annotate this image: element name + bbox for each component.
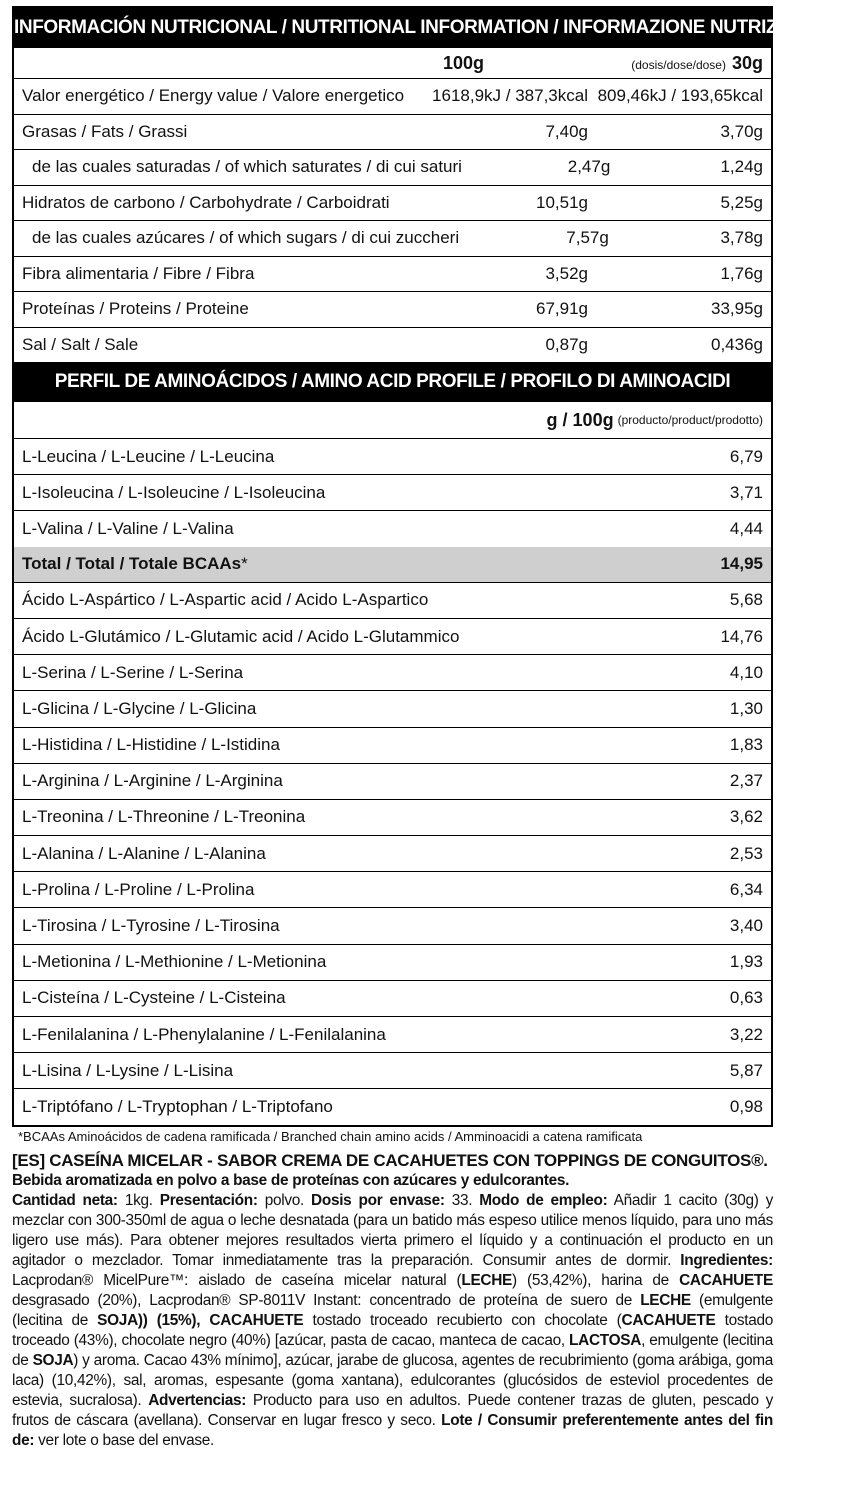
presentation: polvo.	[257, 1191, 312, 1209]
nutrient-label: Valor energético / Energy value / Valore energetico	[22, 86, 405, 106]
amino-column-header	[14, 402, 771, 439]
warnings: Producto para uso en adultos. Puede contener trazas de gluten, pescado y frutos de cáscara (avellana). Conservar en lugar fresco y seco.	[12, 1391, 773, 1429]
bcaa-total-value: 14,95	[720, 554, 763, 574]
bcaa-row	[14, 511, 771, 546]
amino-label: L-Triptófano / L-Tryptophan / L-Triptofano	[22, 1096, 333, 1116]
amino-label: L-Alanina / L-Alanine / L-Alanina	[22, 843, 266, 863]
allergen: CACAHUETE	[679, 1271, 773, 1289]
amino-label: L-Treonina / L-Threonine / L-Treonina	[22, 807, 306, 827]
nutrition-row	[14, 257, 771, 293]
allergen: CACAHUETE	[621, 1311, 716, 1329]
ingredients-text: )) (15%),	[137, 1311, 210, 1329]
column-dose	[484, 53, 771, 74]
amino-label: L-Arginina / L-Arginine / L-Arginina	[22, 771, 283, 791]
nutrition-rows	[14, 79, 771, 362]
amino-value: 3,62	[729, 807, 763, 827]
ingredients-text: (emulgente (lecitina de	[12, 1291, 774, 1329]
warnings-label: Advertencias:	[148, 1391, 247, 1409]
nutrient-value-dose: 3,78g	[720, 228, 763, 248]
nutrient-label: Fibra alimentaria / Fibre / Fibra	[22, 263, 255, 283]
nutrient-label: Sal / Salt / Sale	[22, 334, 139, 354]
bcaa-total-star: *	[241, 554, 248, 574]
amino-value: 1,93	[729, 952, 763, 972]
amino-value: 4,10	[729, 662, 763, 682]
lot: ver lote o base del envase.	[34, 1431, 215, 1449]
product-title: [ES] CASEÍNA MICELAR - SABOR CREMA DE CACAHUETES CON TOPPINGS DE CONGUITOS®.	[12, 1150, 768, 1170]
allergen: LACTOSA	[569, 1331, 642, 1349]
nutrition-row	[14, 150, 771, 186]
amino-row	[14, 872, 771, 908]
bcaa-rows	[14, 439, 771, 547]
amino-unit: g / 100g	[546, 409, 614, 430]
ingredients-text: ) (53,42%), harina de	[512, 1271, 680, 1289]
amino-label: L-Leucina / L-Leucine / L-Leucina	[22, 446, 275, 466]
amino-row	[14, 945, 771, 981]
amino-label: L-Lisina / L-Lysine / L-Lisina	[22, 1060, 234, 1080]
amino-row	[14, 1053, 771, 1089]
amino-value: 3,22	[729, 1024, 763, 1044]
ingredients-text: , emulgente (lecitina de	[12, 1331, 773, 1369]
amino-value: 2,37	[729, 771, 763, 791]
amino-label: L-Histidina / L-Histidine / L-Istidina	[22, 735, 280, 755]
allergen: SOJA	[32, 1351, 74, 1369]
amino-value: 3,71	[729, 482, 763, 502]
net-qty-label: Cantidad neta:	[12, 1191, 118, 1209]
nutrient-label: Proteínas / Proteins / Proteine	[22, 299, 249, 319]
bcaa-row	[14, 475, 771, 511]
amino-row	[14, 800, 771, 836]
nutrient-value-dose: 0,436g	[711, 334, 763, 354]
amino-row	[14, 583, 771, 619]
nutrient-value-dose: 1,76g	[720, 263, 763, 283]
nutrition-column-header	[14, 48, 771, 79]
nutrient-value-dose: 33,95g	[711, 299, 763, 319]
product-description	[12, 1151, 773, 1451]
column-dose-value: 30g	[731, 52, 763, 73]
nutrient-value-dose: 5,25g	[720, 192, 763, 212]
doses: 33.	[444, 1191, 480, 1209]
amino-row	[14, 728, 771, 764]
amino-row	[14, 1089, 771, 1124]
amino-label: L-Metionina / L-Methionine / L-Metionina	[22, 952, 327, 972]
amino-value: 3,40	[729, 916, 763, 936]
ingredients-text: desgrasado (20%), Lacprodan® SP-8011V Instant: concentrado de proteína de suero de	[12, 1291, 641, 1309]
nutrition-row	[14, 328, 771, 363]
allergen: SOJA	[97, 1311, 138, 1329]
amino-row	[14, 691, 771, 727]
amino-row	[14, 619, 771, 655]
amino-value: 0,63	[729, 988, 763, 1008]
nutrient-value-100g: 7,40g	[545, 121, 588, 141]
nutrient-value-100g: 0,87g	[545, 334, 588, 354]
bcaa-total-row	[14, 547, 771, 583]
net-qty: 1kg.	[117, 1191, 160, 1209]
bcaa-row	[14, 439, 771, 475]
amino-value: 4,44	[729, 518, 763, 538]
ingredients-text: Lacprodan® MicelPure™: aislado de caseína micelar natural (	[12, 1271, 462, 1289]
product-subtitle: Bebida aromatizada en polvo a base de proteínas con azúcares y edulcorantes.	[12, 1171, 570, 1189]
amino-value: 6,34	[729, 879, 763, 899]
lot-label: Lote / Consumir preferentemente antes del fin de:	[12, 1411, 773, 1449]
amino-label: L-Serina / L-Serine / L-Serina	[22, 662, 244, 682]
nutrition-table	[12, 6, 847, 1127]
nutrient-value-100g: 7,57g	[566, 228, 609, 248]
bcaa-total-label	[14, 554, 563, 574]
nutrient-label: Hidratos de carbono / Carbohydrate / Carboidrati	[22, 192, 390, 212]
nutrient-value-100g: 2,47g	[567, 157, 611, 177]
amino-row	[14, 908, 771, 944]
nutrition-row	[14, 292, 771, 328]
allergen: LECHE	[461, 1271, 513, 1289]
amino-label: L-Fenilalanina / L-Phenylalanine / L-Fenilalanina	[22, 1024, 386, 1044]
amino-label: L-Tirosina / L-Tyrosine / L-Tirosina	[22, 916, 280, 936]
amino-value: 2,53	[729, 843, 763, 863]
nutrient-value-100g: 10,51g	[536, 192, 588, 212]
nutrient-value-100g: 3,52g	[545, 263, 588, 283]
amino-value: 1,30	[729, 698, 763, 718]
nutrient-label: de las cuales azúcares / of which sugars / di cui zuccheri	[32, 228, 460, 248]
ingredients-text: ) y aroma. Cacao 43% mínimo], azúcar, jarabe de glucosa, agentes de recubrimiento (goma arábiga, goma laca) (10,42%), sal, aromas, espesante (goma xantana), edulcorantes (glucósidos de esteviol procedentes de estevia, sucralosa).	[12, 1351, 774, 1409]
nutrient-label: Grasas / Fats / Grassi	[22, 121, 188, 141]
ingredients-text: tostado troceado recubierto con chocolate (	[303, 1311, 622, 1329]
nutrition-row	[14, 115, 771, 151]
nutrient-value-100g: 1618,9kJ / 387,3kcal	[432, 86, 588, 106]
amino-row	[14, 655, 771, 691]
column-dose-note: (dosis/dose/dose)	[631, 57, 726, 72]
amino-value: 1,83	[729, 735, 763, 755]
amino-label: L-Isoleucina / L-Isoleucine / L-Isoleucina	[22, 482, 326, 502]
amino-value: 5,68	[729, 590, 763, 610]
usage: Añadir 1 cacito (30g) y mezclar con 300-350ml de agua o leche desnatada (para un batido más espeso utilice menos líquido, para uno más ligero use más). Para obtener mejores resultados vierta primero el líquido y a continuación el producto en un agitador o mezclador. Tomar inmediatamente tras la preparación. Consumir antes de dormir.	[12, 1191, 774, 1269]
nutrient-value-100g: 67,91g	[536, 299, 588, 319]
amino-label: L-Cisteína / L-Cysteine / L-Cisteina	[22, 988, 286, 1008]
bcaa-total-text: Total / Total / Totale BCAAs	[22, 554, 242, 574]
amino-label: L-Prolina / L-Proline / L-Prolina	[22, 879, 255, 899]
amino-row	[14, 1017, 771, 1053]
allergen: LECHE	[640, 1291, 691, 1309]
nutrition-row	[14, 221, 771, 257]
nutrient-value-dose: 1,24g	[720, 157, 763, 177]
allergen: CACAHUETE	[209, 1311, 304, 1329]
nutrient-label: de las cuales saturadas / of which saturates / di cui saturi	[32, 157, 462, 177]
amino-label: L-Valina / L-Valine / L-Valina	[22, 518, 234, 538]
amino-label: Ácido L-Aspártico / L-Aspartic acid / Acido L-Aspartico	[22, 590, 429, 610]
nutrition-row	[14, 186, 771, 222]
presentation-label: Presentación:	[159, 1191, 258, 1209]
amino-label: Ácido L-Glutámico / L-Glutamic acid / Acido L-Glutammico	[22, 626, 460, 646]
amino-value: 14,76	[720, 626, 763, 646]
column-100g: 100g	[442, 52, 484, 73]
amino-row	[14, 764, 771, 800]
ingredients-label: Ingredientes:	[680, 1251, 773, 1269]
amino-value: 5,87	[729, 1060, 763, 1080]
amino-unit-note: (producto/product/prodotto)	[617, 413, 763, 427]
amino-row	[14, 836, 771, 872]
amino-rows	[14, 583, 771, 1125]
amino-label: L-Glicina / L-Glycine / L-Glicina	[22, 698, 257, 718]
amino-row	[14, 981, 771, 1017]
nutrition-row	[14, 79, 771, 115]
amino-title: PERFIL DE AMINOÁCIDOS / AMINO ACID PROFILE / PROFILO DI AMINOACIDI	[14, 362, 771, 402]
usage-label: Modo de empleo:	[479, 1191, 608, 1209]
nutrition-title: INFORMACIÓN NUTRICIONAL / NUTRITIONAL INFORMATION / INFORMAZIONE NUTRIZIONALE	[14, 8, 771, 48]
doses-label: Dosis por envase:	[311, 1191, 445, 1209]
footnote: *BCAAs Aminoácidos de cadena ramificada / Branched chain amino acids / Amminoacidi a catena ramificata	[18, 1128, 643, 1144]
nutrient-value-dose: 809,46kJ / 193,65kcal	[597, 86, 763, 106]
nutrient-value-dose: 3,70g	[720, 121, 763, 141]
amino-value: 0,98	[729, 1096, 763, 1116]
amino-value: 6,79	[729, 446, 763, 466]
ingredients-text: tostado troceado (43%), chocolate negro (40%) [azúcar, pasta de cacao, manteca de cacao,	[12, 1311, 773, 1349]
